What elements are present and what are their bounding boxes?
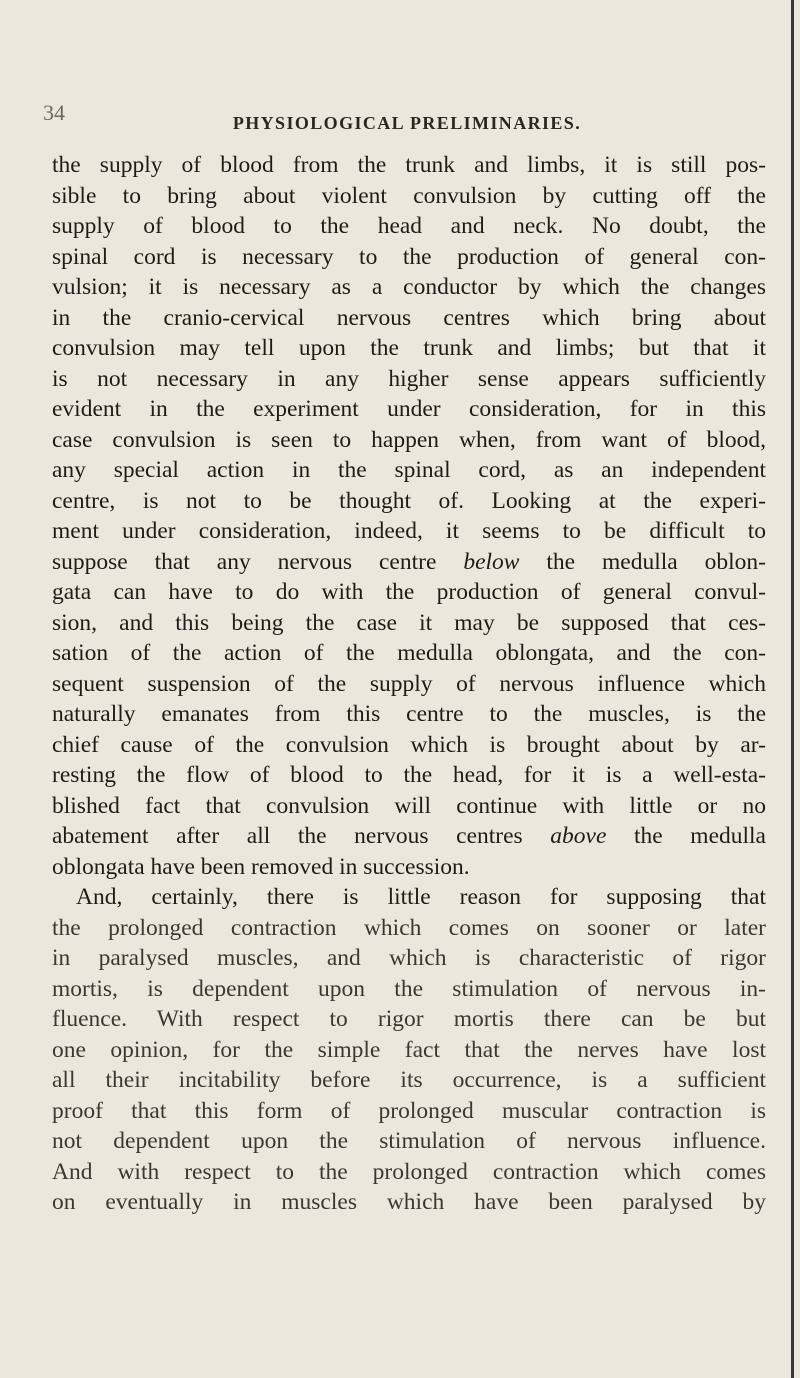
text-line: resting the flow of blood to the head, for it is a well-esta- (52, 762, 766, 788)
text-line: chief cause of the convulsion which is brought about by ar- (52, 731, 766, 758)
text-line: in the cranio-cervical nervous centres which bring about (52, 304, 766, 331)
text-line: ment under consideration, indeed, it seems to be difficult to (52, 518, 766, 544)
text-line: blished fact that convulsion will continue with little or no (52, 792, 766, 819)
text-line: one opinion, for the simple fact that the nerves have lost (52, 1036, 766, 1063)
text-line: is not necessary in any higher sense appears sufficiently (52, 365, 766, 392)
page-edge-shadow (791, 0, 794, 1378)
text-line: suppose that any nervous centre below the medulla oblon- (52, 548, 766, 575)
emphasis-below: below (463, 548, 520, 575)
emphasis-above: above (550, 823, 607, 849)
text-line: spinal cord is necessary to the production of general con- (52, 243, 766, 270)
text-line: fluence. With respect to rigor mortis there can be but (52, 1006, 766, 1032)
text-line: in paralysed muscles, and which is characteristic of rigor (52, 945, 766, 971)
text-line: naturally emanates from this centre to the muscles, is the (52, 701, 766, 727)
text-line: evident in the experiment under consideration, for in this (52, 396, 766, 422)
text-line: sation of the action of the medulla oblongata, and the con- (52, 640, 766, 666)
text-line: on eventually in muscles which have been paralysed by (52, 1189, 766, 1215)
text-line: not dependent upon the stimulation of nervous influence. (52, 1128, 766, 1154)
text-line-paragraph-start: And, certainly, there is little reason for supposing that (76, 884, 766, 910)
text-line-paragraph-end: oblongata have been removed in succession. (52, 853, 470, 880)
text-line: mortis, is dependent upon the stimulation of nervous in- (52, 975, 766, 1002)
text-line: the supply of blood from the trunk and limbs, it is still pos- (52, 152, 766, 178)
text-line: And with respect to the prolonged contraction which comes (52, 1158, 766, 1185)
text-line: the prolonged contraction which comes on sooner or later (52, 914, 766, 941)
text-line: supply of blood to the head and neck. No doubt, the (52, 213, 766, 239)
text-line: convulsion may tell upon the trunk and limbs; but that it (52, 335, 766, 361)
body-text (52, 150, 766, 1218)
text-line: vulsion; it is necessary as a conductor by which the changes (52, 274, 766, 300)
text-line: all their incitability before its occurrence, is a sufficient (52, 1067, 766, 1093)
text-line: abatement after all the nervous centres above the medulla (52, 823, 766, 849)
text-line: case convulsion is seen to happen when, from want of blood, (52, 426, 766, 453)
page-number: 34 (43, 100, 65, 125)
text-line: sequent suspension of the supply of nervous influence which (52, 670, 766, 697)
text-line: any special action in the spinal cord, as an independent (52, 457, 766, 483)
running-head (0, 114, 800, 132)
running-head-text: PHYSIOLOGICAL PRELIMINARIES. (232, 113, 582, 133)
text-line: sion, and this being the case it may be supposed that ces- (52, 609, 766, 636)
text-line: centre, is not to be thought of. Looking at the experi- (52, 487, 766, 514)
text-line: proof that this form of prolonged muscular contraction is (52, 1097, 766, 1124)
text-line: sible to bring about violent convulsion by cutting off the (52, 182, 766, 209)
text-line: gata can have to do with the production of general convul- (52, 579, 766, 605)
